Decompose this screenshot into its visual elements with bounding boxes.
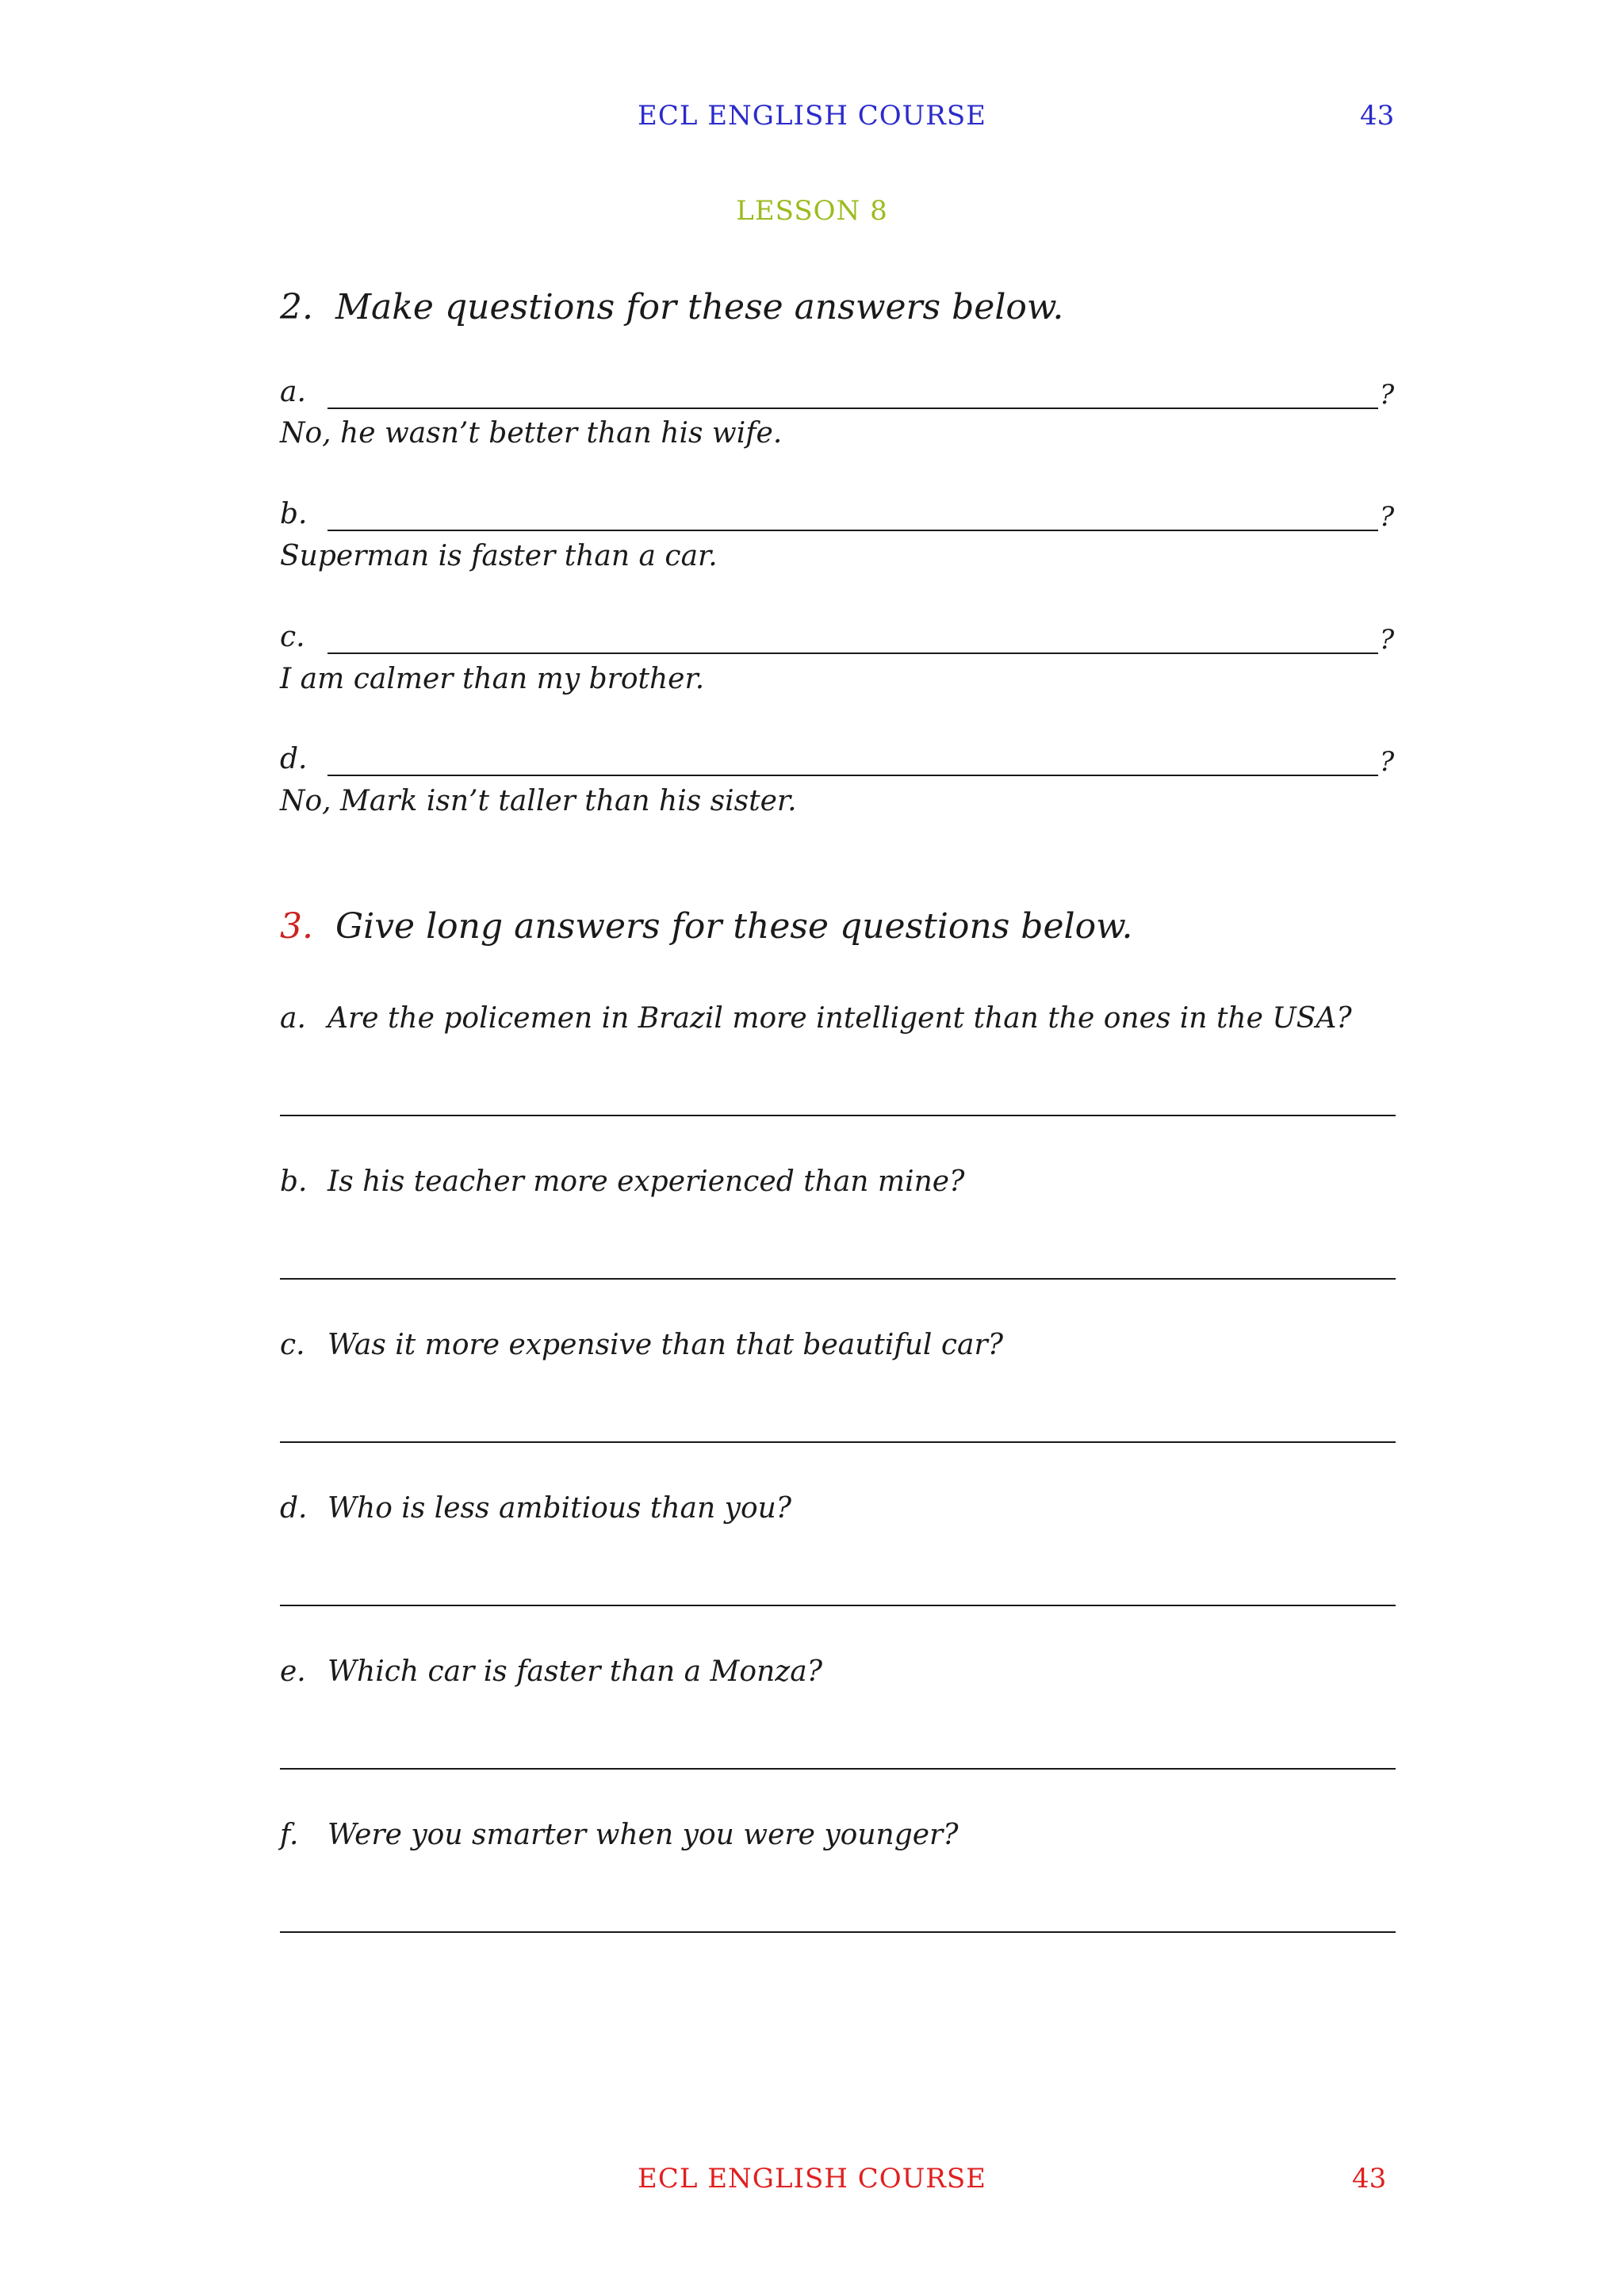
section-3-item-c-question: Was it more expensive than that beautiful car? [327, 1329, 1004, 1361]
section-2-item-b-blank[interactable] [327, 530, 1378, 531]
section-3-item-f-letter: f. [280, 1819, 299, 1851]
footer-page-number: 43 [1352, 2163, 1387, 2195]
section-3-item-b-answer-line[interactable] [280, 1278, 1396, 1280]
section-2-heading [280, 287, 1063, 327]
section-3-item-f-question: Were you smarter when you were younger? [327, 1819, 959, 1851]
section-2-item-d-question-mark: ? [1380, 746, 1395, 778]
section-3-item-b-question: Is his teacher more experienced than mine? [327, 1165, 965, 1198]
section-3-item-b-letter: b. [280, 1165, 308, 1198]
section-3-item-d-answer-line[interactable] [280, 1605, 1396, 1606]
section-3-heading-text: Give long answers for these questions below. [335, 906, 1133, 947]
section-2-item-c-answer: I am calmer than my brother. [280, 663, 705, 695]
section-3-item-e-answer-line[interactable] [280, 1768, 1396, 1770]
section-3-item-c-answer-line[interactable] [280, 1441, 1396, 1443]
section-2-number: 2. [280, 287, 313, 327]
section-2-item-a-question-mark: ? [1380, 379, 1395, 411]
section-2-heading-text: Make questions for these answers below. [335, 287, 1064, 327]
section-2-item-c-question-mark: ? [1380, 624, 1395, 656]
section-3-item-e-question: Which car is faster than a Monza? [327, 1655, 822, 1688]
section-3-item-e-letter: e. [280, 1655, 306, 1688]
section-2-item-b-question-mark: ? [1380, 501, 1395, 533]
section-3-item-d-letter: d. [280, 1492, 308, 1525]
section-2-item-a-answer: No, he wasn’t better than his wife. [280, 417, 783, 450]
section-3-item-a-answer-line[interactable] [280, 1115, 1396, 1116]
section-3-number: 3. [280, 906, 313, 947]
section-2-item-a-letter: a. [280, 376, 306, 408]
section-2-item-c-letter: c. [280, 621, 305, 653]
section-3-item-c-letter: c. [280, 1329, 305, 1361]
header-title: ECL ENGLISH COURSE [638, 100, 986, 132]
lesson-title: LESSON 8 [736, 195, 888, 227]
section-2-item-d-letter: d. [280, 743, 308, 775]
section-3-item-a-letter: a. [280, 1002, 306, 1035]
section-3-heading [280, 906, 1133, 947]
section-3-item-f-answer-line[interactable] [280, 1931, 1396, 1933]
section-2-item-a-blank[interactable] [327, 408, 1378, 409]
footer-title: ECL ENGLISH COURSE [638, 2163, 986, 2195]
section-2-item-c-blank[interactable] [327, 652, 1378, 654]
section-3-item-a-question: Are the policemen in Brazil more intelligent than the ones in the USA? [327, 1002, 1352, 1035]
section-2-item-b-letter: b. [280, 498, 308, 530]
section-2-item-d-answer: No, Mark isn’t taller than his sister. [280, 785, 797, 817]
section-2-item-d-blank[interactable] [327, 775, 1378, 776]
section-3-item-d-question: Who is less ambitious than you? [327, 1492, 792, 1525]
header-page-number: 43 [1360, 100, 1395, 132]
section-2-item-b-answer: Superman is faster than a car. [280, 540, 718, 572]
